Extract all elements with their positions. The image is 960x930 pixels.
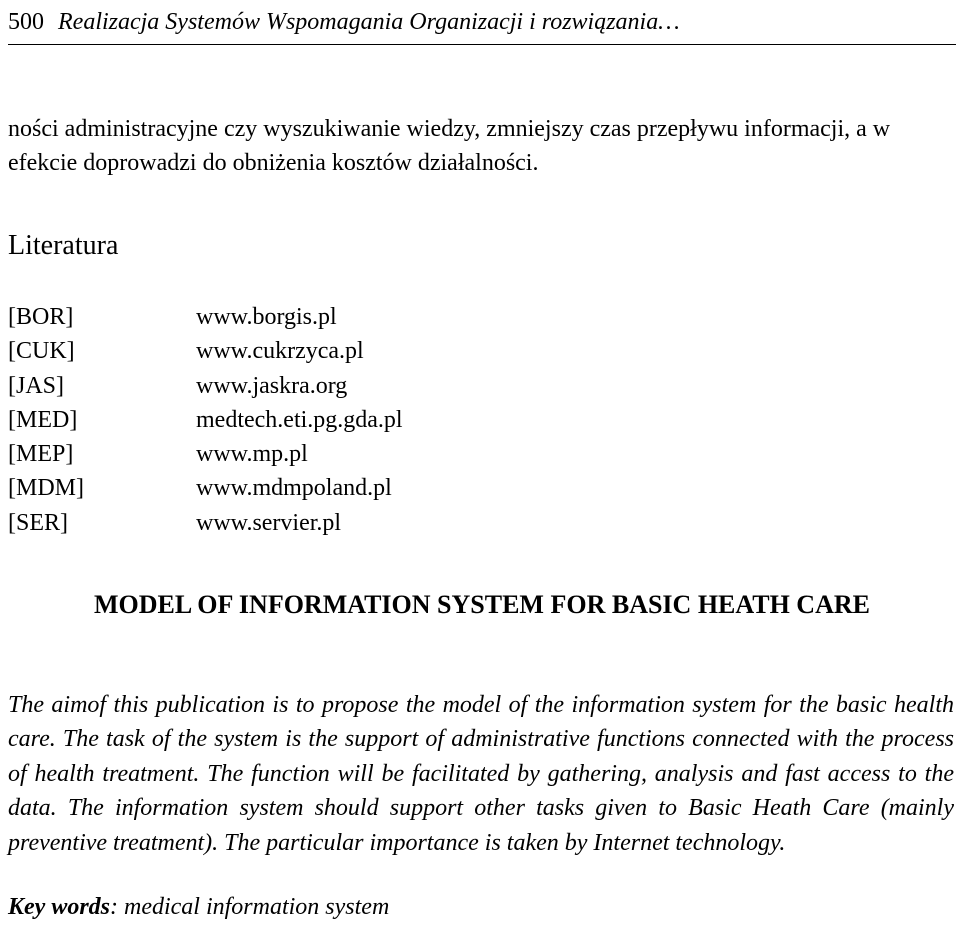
page-number: 500	[8, 8, 44, 35]
reference-item	[8, 300, 403, 334]
reference-item	[8, 437, 403, 471]
reference-key: [MED]	[8, 406, 78, 433]
reference-url: www.cukrzyca.pl	[196, 338, 364, 365]
keywords-label: Key words	[8, 894, 110, 920]
reference-key: [MDM]	[8, 475, 84, 502]
reference-list	[8, 300, 403, 540]
running-title: Realizacja Systemów Wspomagania Organizacji i rozwiązania…	[58, 8, 680, 35]
reference-key: [JAS]	[8, 372, 65, 399]
reference-key: [BOR]	[8, 304, 74, 330]
abstract-text: The aimof this publication is to propose the model of the information system for the basic health care. The task of the system is the support of administrative functions connected with the process of health treatment. The function will be facilitated by gathering, analysis and fast access to the data. The information system should support other tasks given to Basic Heath Care (mainly preventive treatment). The particular importance is taken by Internet technology.	[8, 692, 954, 856]
reference-item	[8, 471, 403, 505]
reference-url: medtech.eti.pg.gda.pl	[196, 406, 403, 433]
reference-key: [SER]	[8, 509, 68, 536]
reference-item	[8, 506, 403, 540]
reference-url: www.mp.pl	[196, 441, 308, 468]
intro-paragraph: ności administracyjne czy wyszukiwanie wiedzy, zmniejszy czas przepływu informacji, a w efekcie doprowadzi do obniżenia kosztów działalności.	[8, 116, 891, 176]
keywords-value: : medical information system	[110, 894, 390, 920]
reference-key: [CUK]	[8, 338, 75, 365]
abstract-title: MODEL OF INFORMATION SYSTEM FOR BASIC HEATH CARE	[94, 590, 870, 619]
reference-key: [MEP]	[8, 441, 74, 468]
running-header	[8, 0, 956, 45]
reference-url: www.jaskra.org	[196, 372, 348, 399]
reference-item	[8, 334, 403, 368]
reference-url: www.borgis.pl	[196, 304, 337, 330]
literature-heading: Literatura	[8, 230, 119, 261]
reference-url: www.servier.pl	[196, 509, 342, 536]
keywords-line	[8, 894, 389, 921]
reference-url: www.mdmpoland.pl	[196, 475, 392, 502]
reference-item	[8, 369, 403, 403]
reference-item	[8, 403, 403, 437]
